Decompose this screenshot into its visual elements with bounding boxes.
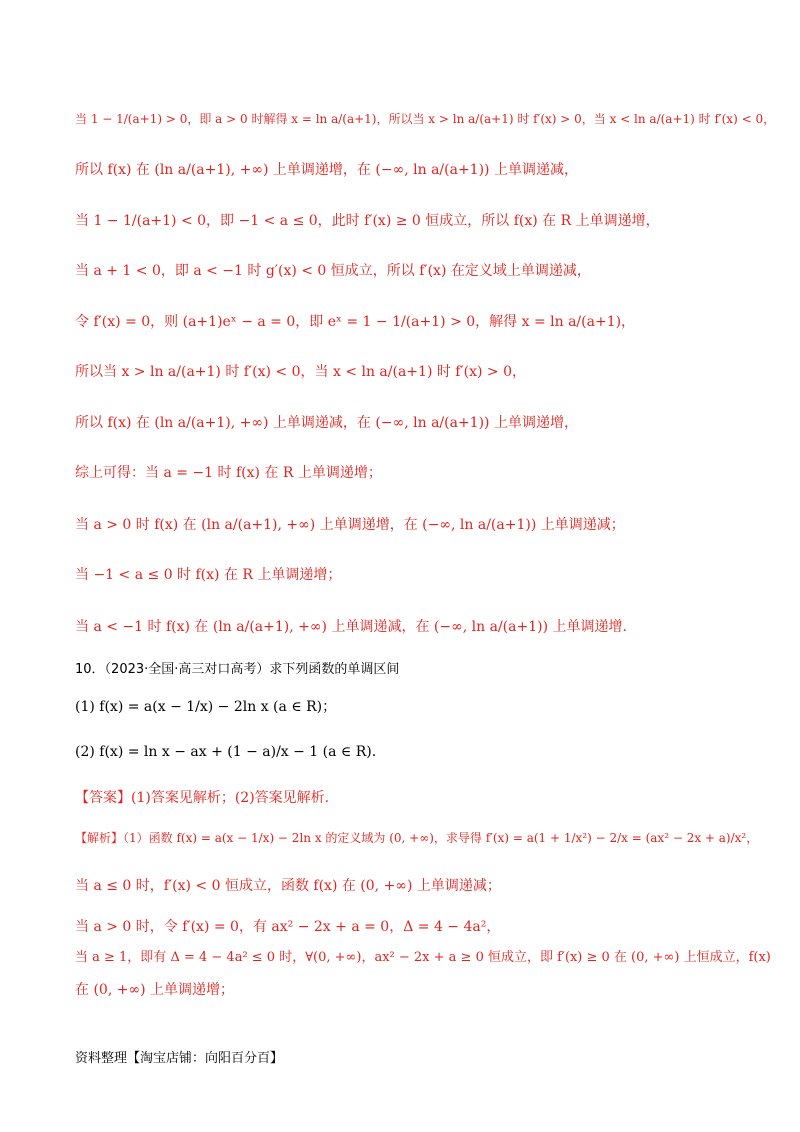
text-line-3: 当 1 − 1/(a+1) < 0，即 −1 < a ≤ 0，此时 f′(x) ≥ 0 恒成立，所以 f(x) 在 R 上单调递增， (75, 213, 660, 229)
analysis-line-5: 在 (0, +∞) 上单调递增； (75, 982, 235, 998)
text-line-1: 当 1 − 1/(a+1) > 0，即 a > 0 时解得 x = ln a/(a+1)，所以当 x > ln a/(a+1) 时 f′(x) > 0，当 x < ln a/(a+1) 时 f′(x) < 0， (75, 112, 776, 126)
text-line-2: 所以 f(x) 在 (ln a/(a+1), +∞) 上单调递增，在 (−∞, ln a/(a+1)) 上单调递减， (75, 162, 578, 178)
question-part-1: (1) f(x) = a(x − 1/x) − 2ln x (a ∈ R)； (75, 699, 337, 715)
text-line-6: 所以当 x > ln a/(a+1) 时 f′(x) < 0，当 x < ln a/(a+1) 时 f′(x) > 0， (75, 364, 527, 380)
text-line-4: 当 a + 1 < 0，即 a < −1 时 g′(x) < 0 恒成立，所以 f′(x) 在定义域上单调递减， (75, 263, 591, 279)
text-line-11: 当 a < −1 时 f(x) 在 (ln a/(a+1), +∞) 上单调递减，在 (−∞, ln a/(a+1)) 上单调递增. (75, 619, 627, 635)
analysis-line-2: 当 a ≤ 0 时，f′(x) < 0 恒成立，函数 f(x) 在 (0, +∞) 上单调递减； (75, 878, 501, 894)
text-line-8: 综上可得：当 a = −1 时 f(x) 在 R 上单调递增； (75, 465, 382, 481)
text-line-7: 所以 f(x) 在 (ln a/(a+1), +∞) 上单调递减，在 (−∞, ln a/(a+1)) 上单调递增， (75, 415, 578, 431)
analysis-line-1: 【解析】（1）函数 f(x) = a(x − 1/x) − 2ln x 的定义域为 (0, +∞)，求导得 f′(x) = a(1 + 1/x²) − 2/x = (ax² − 2x + a)/x²， (75, 831, 759, 845)
question-part-2: (2) f(x) = ln x − ax + (1 − a)/x − 1 (a ∈ R). (75, 744, 377, 760)
answer-line: 【答案】(1)答案见解析；(2)答案见解析. (75, 790, 330, 806)
page-footer: 资料整理【淘宝店铺：向阳百分百】 (75, 1051, 284, 1066)
text-line-9: 当 a > 0 时 f(x) 在 (ln a/(a+1), +∞) 上单调递增，在 (−∞, ln a/(a+1)) 上单调递减； (75, 517, 625, 533)
text-line-5: 令 f′(x) = 0，则 (a+1)eˣ − a = 0，即 eˣ = 1 − 1/(a+1) > 0，解得 x = ln a/(a+1)， (75, 314, 636, 330)
analysis-line-3: 当 a > 0 时，令 f′(x) = 0，有 ax² − 2x + a = 0，Δ = 4 − 4a²， (75, 919, 501, 935)
question-title: 10．（2023·全国·高三对口高考）求下列函数的单调区间 (75, 662, 400, 677)
text-line-10: 当 −1 < a ≤ 0 时 f(x) 在 R 上单调递增； (75, 567, 342, 583)
analysis-line-4: 当 a ≥ 1，即有 Δ = 4 − 4a² ≤ 0 时，∀(0, +∞)，ax² − 2x + a ≥ 0 恒成立，即 f′(x) ≥ 0 在 (0, +∞) 上恒成立，f(x) (75, 950, 771, 965)
